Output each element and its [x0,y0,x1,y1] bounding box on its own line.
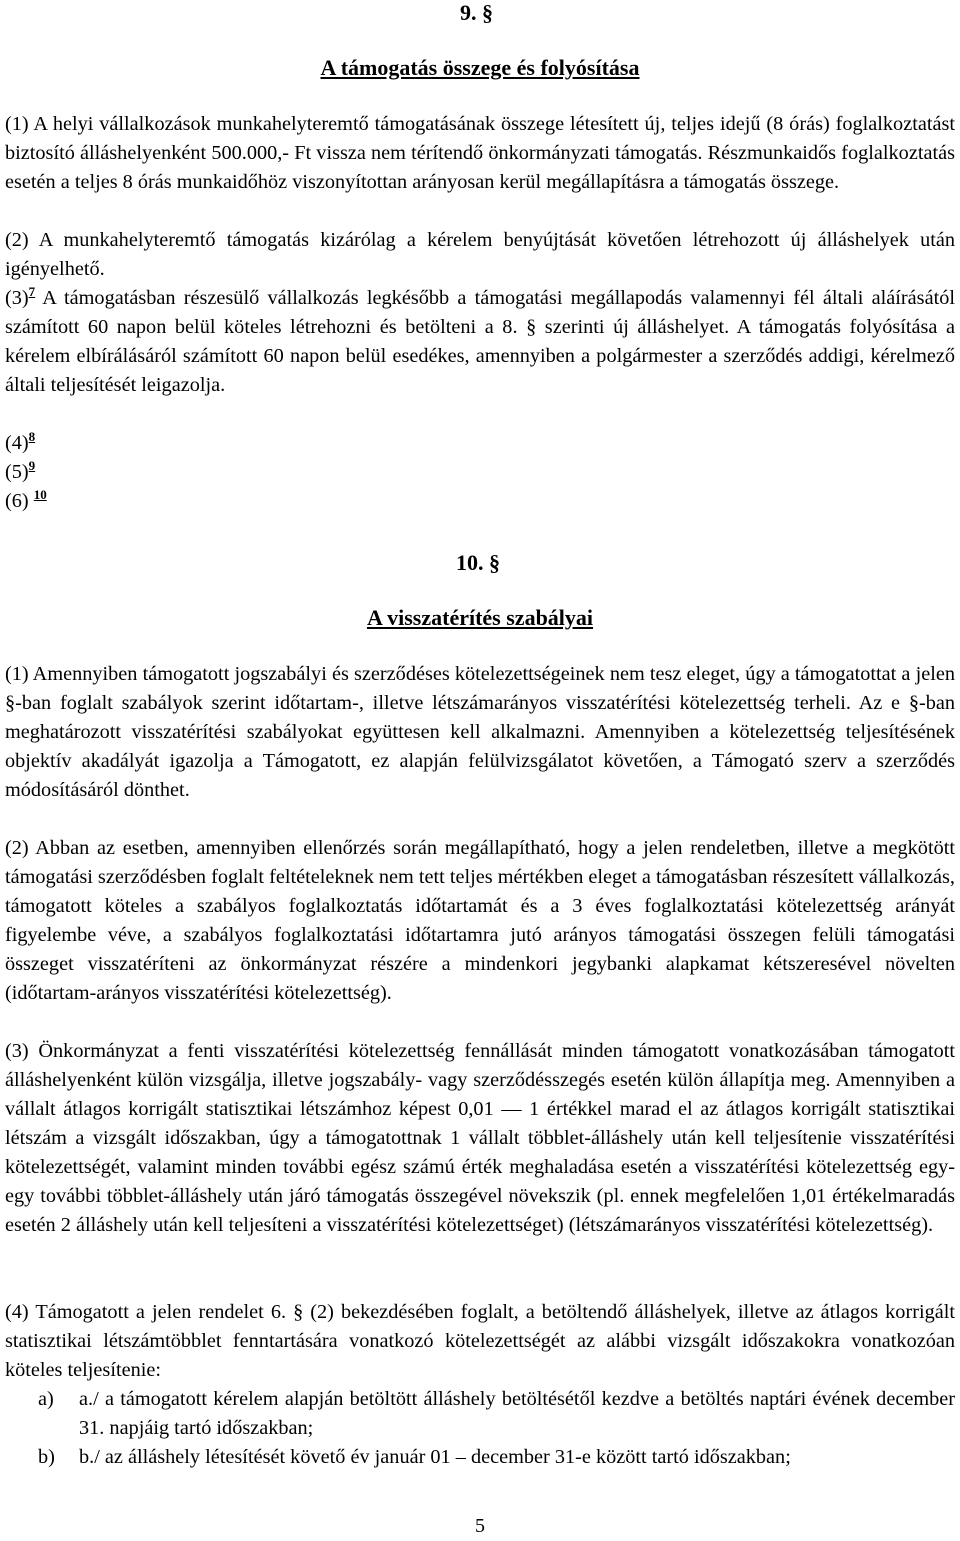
section-10-title: A visszatérítés szabályai [366,605,594,630]
paragraph-4-prefix: (4) [5,432,29,454]
section-9-paragraph-2: (2) A munkahelyteremtő támogatás kizárólag a kérelem benyújtását követően létrehozott új álláshelyek után igényelhető. [5,229,955,280]
section-9-paragraph-5 [5,458,35,487]
section-9-title: A támogatás összege és folyósítása [320,55,640,80]
paragraph-6-prefix: (6) [5,490,34,512]
list-marker-b: b) [38,1446,55,1468]
list-marker-a: a) [38,1388,54,1410]
section-10-paragraph-2: (2) Abban az esetben, amennyiben ellenőrzés során megállapítható, hogy a jelen rendeletben, illetve a megkötött támogatási szerződésben foglalt feltételeknek nem tett teljes mértékben eleget a támogatásban részesített vállalkozás, támogatott köteles a szabályos foglalkoztatás időtartamát és a 3 éves foglalkoztatási kötelezettség arányát figyelembe véve, a szabályos foglalkoztatási időtartamra jutó arányos támogatási összegen felüli támogatási összeget visszatéríteni az önkormányzat részére a mindenkori jegybanki alapkamat kétszeresével növelten (időtartam-arányos visszatérítési kötelezettség). [5,837,956,1004]
footnote-ref-8[interactable]: 8 [28,429,36,444]
section-10-number: 10. § [456,550,500,575]
page-number: 5 [475,1515,485,1537]
list-item-a [38,1385,955,1443]
footnote-ref-9[interactable]: 9 [28,458,36,473]
section-10-paragraph-4: (4) Támogatott a jelen rendelet 6. § (2) bekezdésében foglalt, a betöltendő álláshelyek, illetve az átlagos korrigált statisztikai létszámtöbblet fenntartására vonatkozó kötelezettségét az alábbi vizsgált időszakokra vonatkozóan köteles teljesítenie: [5,1301,955,1381]
list-text-b: b./ az álláshely létesítését követő év január 01 – december 31-e között tartó időszakban; [79,1446,791,1468]
footnote-ref-7[interactable]: 7 [28,284,36,299]
list-text-a: a./ a támogatott kérelem alapján betöltött álláshely betöltésétől kezdve a betöltés naptári évének december 31. napjáig tartó időszakban; [79,1388,955,1439]
section-9-paragraph-4 [5,429,35,458]
paragraph-3-prefix: (3) [5,287,29,309]
paragraph-3-text: A támogatásban részesülő vállalkozás legkésőbb a támogatási megállapodás valamennyi fél általi aláírásától számított 60 napon belül köteles létrehozni és betölteni a 8. § szerinti új álláshelyet. A támogatás folyósítása a kérelem elbírálásáról számított 60 napon belül esedékes, amennyiben a polgármester a szerződés addigi, kérelmező általi teljesítését leigazolja. [5,287,955,396]
paragraph-5-prefix: (5) [5,461,29,483]
section-10-paragraph-1: (1) Amennyiben támogatott jogszabályi és szerződéses kötelezettségeinek nem tesz eleget, úgy a támogatottat a jelen §-ban foglalt szabályok szerint időtartam-, illetve létszámarányos visszatérítési kötelezettség terheli. Az e §-ban meghatározott visszatérítési szabályokat együttesen kell alkalmazni. Amennyiben a kötelezettség teljesítésének objektív akadályát igazolja a Támogatott, ez alapján felülvizsgálatot követően, a Támogató szerv a szerződés módosításáról dönthet. [5,663,955,801]
section-9-paragraph-3 [5,284,955,400]
footnote-ref-10[interactable]: 10 [33,487,47,502]
list-item-b [38,1443,955,1472]
section-9-number: 9. § [460,0,493,25]
section-9-paragraph-6 [5,487,47,516]
section-10-paragraph-3: (3) Önkormányzat a fenti visszatérítési kötelezettség fennállását minden támogatott vonatkozásában támogatott álláshelyenként külön vizsgálja, illetve jogszabály- vagy szerződésszegés esetén külön állapítja meg. Amennyiben a vállalt átlagos korrigált statisztikai létszámhoz képest 0,01 — 1 értékkel marad el az átlagos korrigált statisztikai létszám a vizsgált időszakban, úgy a támogatottnak 1 vállalt többlet-álláshely után kell teljesítenie visszatérítési kötelezettségét, valamint minden további egész számú érték meghaladása esetén a visszatérítési kötelezettség egy-egy további többlet-álláshely után járó támogatás összegével növekszik (pl. ennek megfelelően 1,01 értékelmaradás esetén 2 álláshely után kell teljesíteni a visszatérítési kötelezettséget) (létszámarányos visszatérítési kötelezettség). [5,1040,955,1236]
section-9-paragraph-1: (1) A helyi vállalkozások munkahelyteremtő támogatásának összege létesített új, teljes idejű (8 órás) foglalkoztatást biztosító álláshelyenként 500.000,- Ft vissza nem térítendő önkormányzati támogatás. Részmunkaidős foglalkoztatás esetén a teljes 8 órás munkaidőhöz viszonyítottan arányosan kerül megállapításra a támogatás összege. [5,113,955,193]
